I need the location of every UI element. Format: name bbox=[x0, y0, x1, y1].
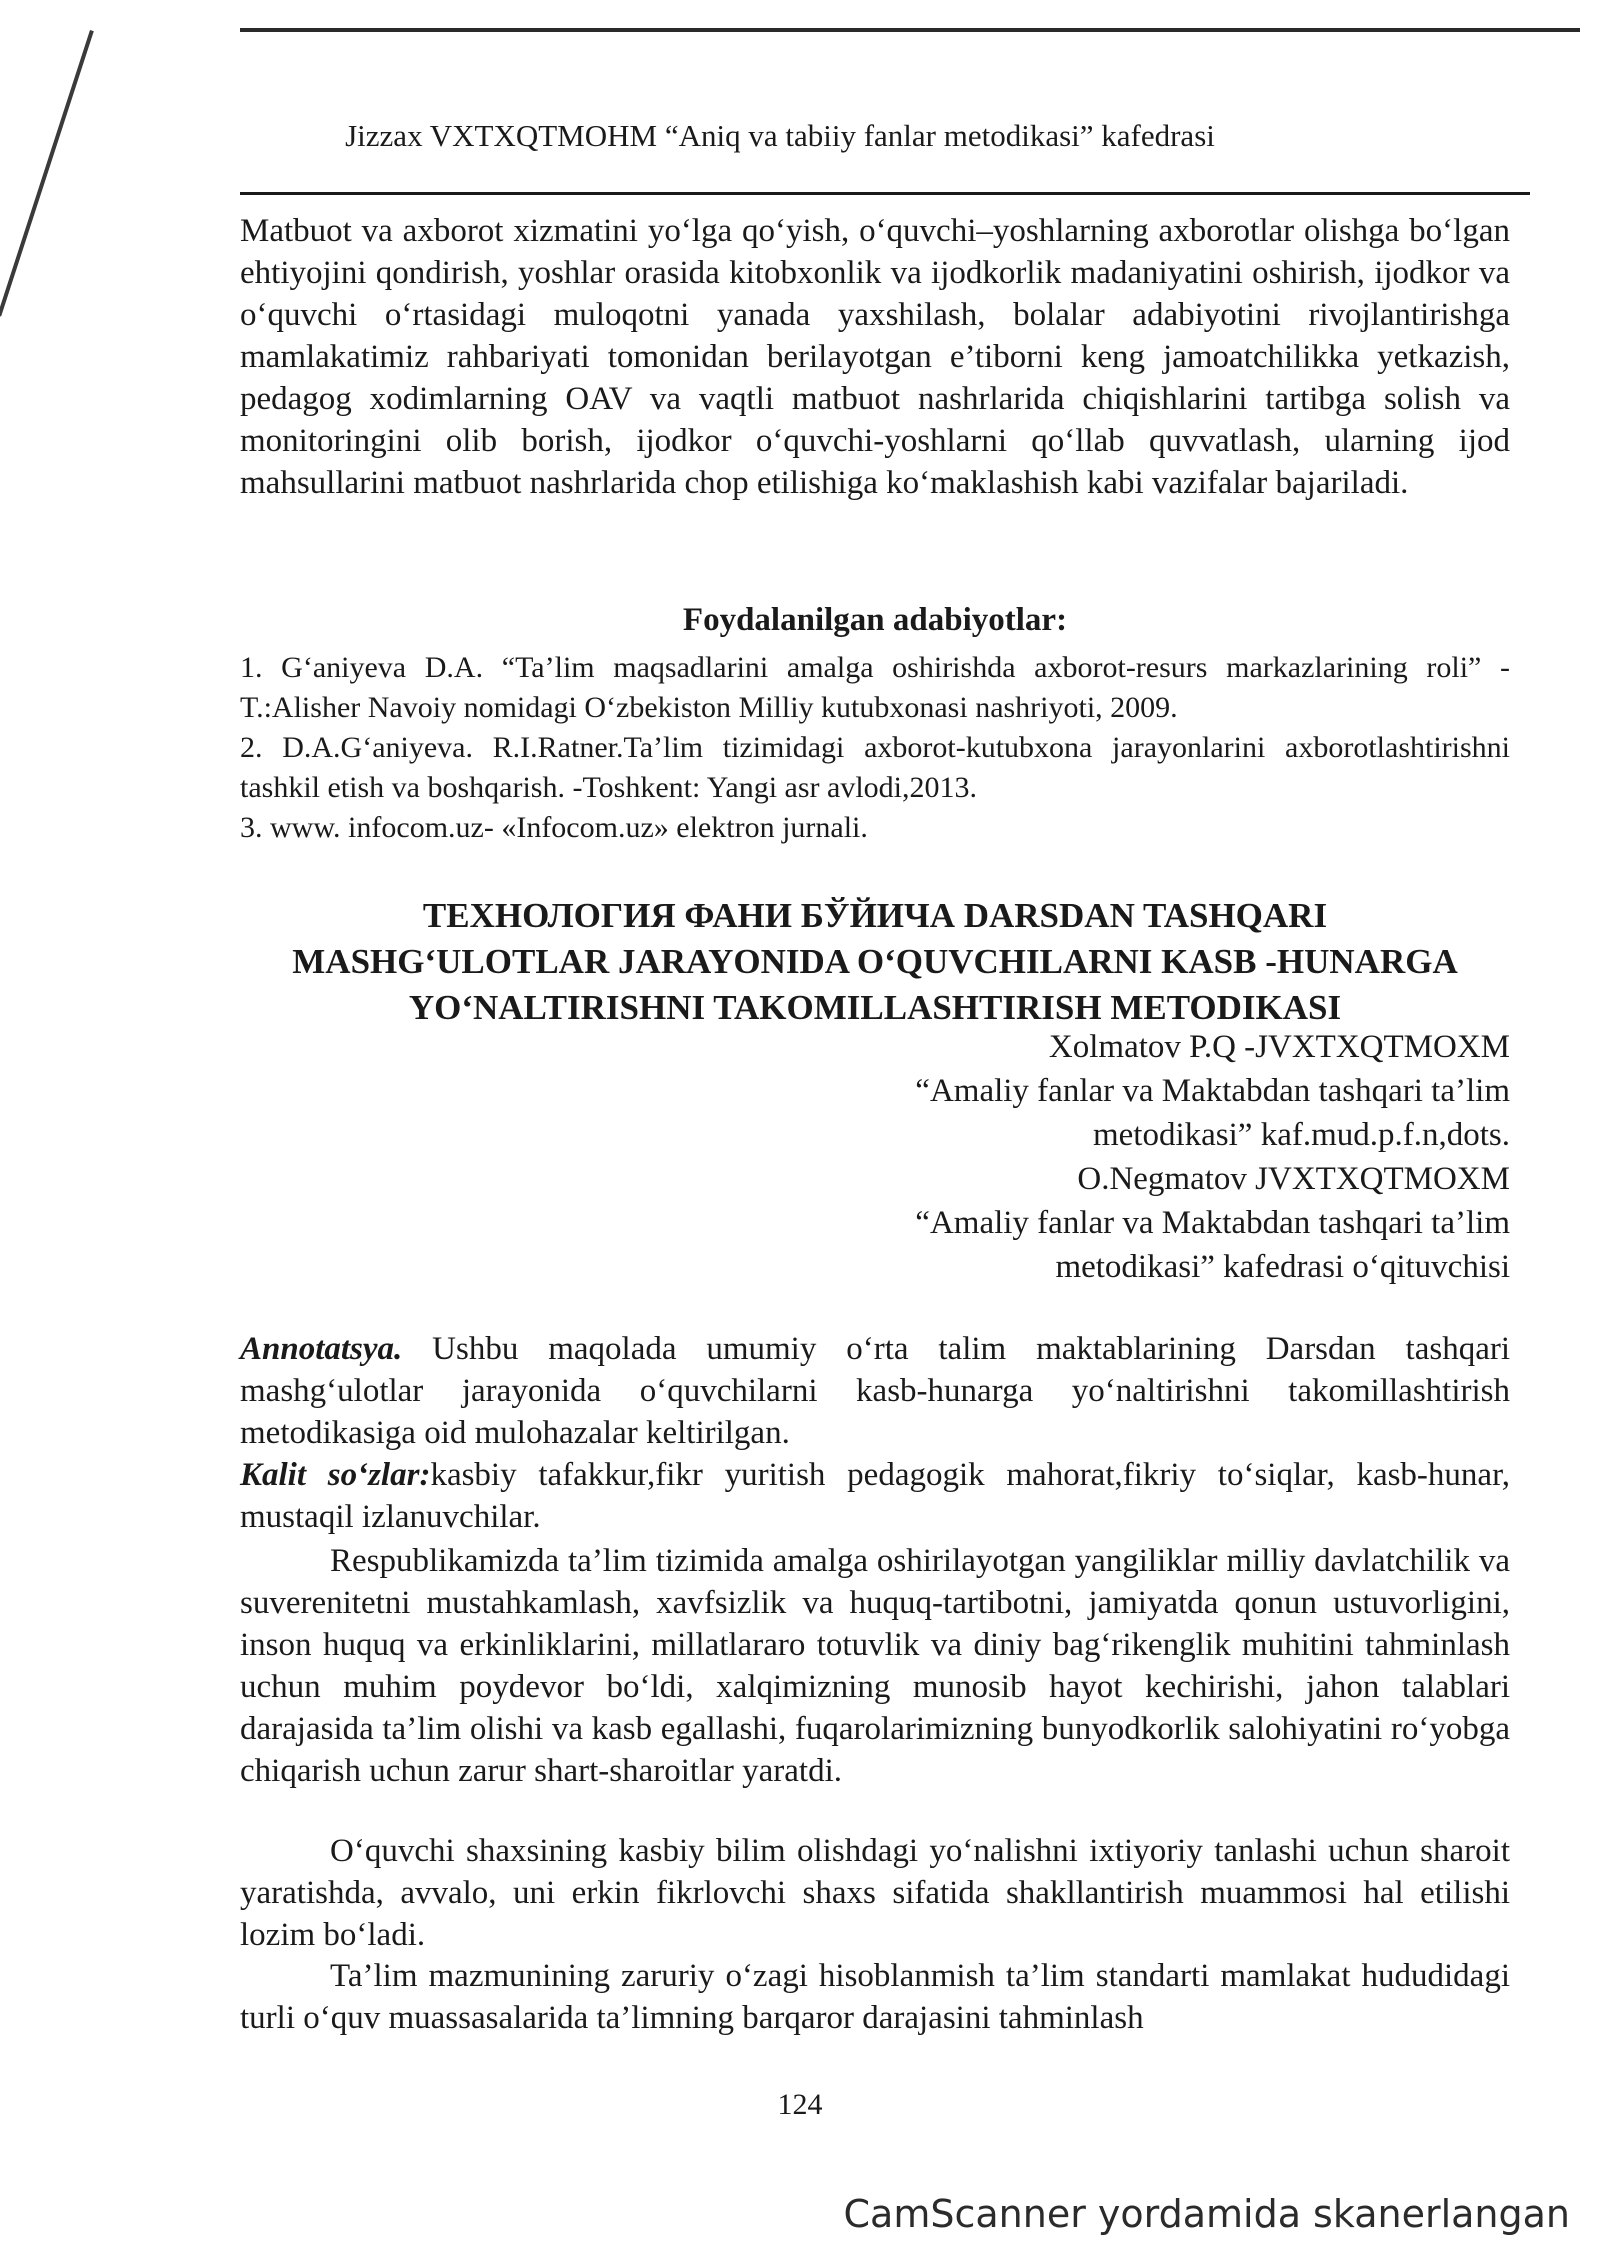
reference-item: 3. www. infocom.uz- «Infocom.uz» elektron jurnali. bbox=[240, 811, 868, 844]
reference-item: 1. G‘aniyeva D.A. “Ta’lim maqsadlarini amalga oshirishda axborot-resurs markazlarining roli” -T.:Alisher Navoiy nomidagi O‘zbekiston Milliy kutubxonasi nashriyoti, 2009. bbox=[240, 651, 1510, 724]
header-rule bbox=[240, 192, 1530, 195]
title-line: YO‘NALTIRISHNI TAKOMILLASHTIRISH METODIKASI bbox=[408, 988, 1342, 1027]
author-line: “Amaliy fanlar va Maktabdan tashqari ta’lim bbox=[915, 1205, 1510, 1241]
author-line: Xolmatov P.Q -JVXTXQTMOXM bbox=[1048, 1029, 1510, 1065]
author-line: O.Negmatov JVXTXQTMOXM bbox=[1077, 1161, 1510, 1197]
title-line: ТЕХНОЛОГИЯ ФАНИ БЎЙИЧА DARSDAN TASHQARI bbox=[422, 896, 1328, 935]
page-number: 124 bbox=[777, 2088, 823, 2121]
keywords-label: Kalit so‘zlar: bbox=[240, 1457, 431, 1493]
references-title: Foydalanilgan adabiyotlar: bbox=[682, 602, 1068, 638]
body-paragraph: O‘quvchi shaxsining kasbiy bilim olishdagi yo‘nalishni ixtiyoriy tanlashi uchun sharoit yaratishda, avvalo, uni erkin fikrlovchi shaxs sifatida shakllantirish muammosi hal etilishi lozim bo‘ladi. bbox=[240, 1833, 1510, 1953]
title-line: MASHG‘ULOTLAR JARAYONIDA O‘QUVCHILARNI KASB -HUNARGA bbox=[292, 942, 1458, 981]
article-title bbox=[240, 893, 1510, 1031]
scan-fold-line bbox=[0, 30, 94, 317]
intro-paragraph: Matbuot va axborot xizmatini yo‘lga qo‘yish, o‘quvchi–yoshlarning axborotlar olishga bo‘lgan ehtiyojini qondirish, yoshlar orasida kitobxonlik va ijodkorlik madaniyatini oshirish, ijodkor va o‘quvchi o‘rtasidagi muloqotni yanada yaxshilash, bolalar adabiyotini rivojlantirishga mamlakatimiz rahbariyati tomonidan berilayotgan e’tiborni keng jamoatchilikka yetkazish, pedagog xodimlarning OAV va vaqtli matbuot nashrlarida chiqishlarini tartibga solish va monitoringini olib borish, ijodkor o‘quvchi-yoshlarni qo‘llab quvvatlash, ularning ijod mahsullarini matbuot nashrlarida chop etilishiga ko‘maklashish kabi vazifalar bajariladi. bbox=[240, 213, 1510, 501]
body-paragraph: Ta’lim mazmunining zaruriy o‘zagi hisoblanmish ta’lim standarti mamlakat hududidagi turli o‘quv muassasalarida ta’limning barqaror darajasini tahminlash bbox=[240, 1958, 1510, 2036]
scanner-watermark: CamScanner yordamida skanerlangan bbox=[843, 2192, 1570, 2236]
author-line: metodikasi” kaf.mud.p.f.n,dots. bbox=[1092, 1117, 1510, 1153]
keywords-text: kasbiy tafakkur,fikr yuritish pedagogik mahorat,fikriy to‘siqlar, kasb-hunar, mustaqil izlanuvchilar. bbox=[240, 1457, 1510, 1535]
body-paragraph: Respublikamizda ta’lim tizimida amalga oshirilayotgan yangiliklar milliy davlatchilik va suverenitetni mustahkamlash, xavfsizlik va huquq-tartibotni, jamiyatda qonun ustuvorligini, inson huquq va erkinliklarini, millatlararo totuvlik va diniy bag‘rikenglik muhitini tahminlash uchun muhim poydevor bo‘ldi, xalqimizning munosib hayot kechirishi, jahon talablari darajasida ta’lim olishi va kasb egallashi, fuqarolarimizning bunyodkorlik salohiyatini ro‘yobga chiqarish uchun zarur shart-sharoitlar yaratdi. bbox=[240, 1543, 1510, 1789]
annotation-label: Annotatsya. bbox=[240, 1331, 403, 1367]
reference-item: 2. D.A.G‘aniyeva. R.I.Ratner.Ta’lim tizimidagi axborot-kutubxona jarayonlarini axborotlashtirishni tashkil etish va boshqarish. -Toshkent: Yangi asr avlodi,2013. bbox=[240, 731, 1510, 804]
annotation bbox=[240, 1328, 1510, 1454]
author-line: “Amaliy fanlar va Maktabdan tashqari ta’lim bbox=[915, 1073, 1510, 1109]
keywords bbox=[240, 1454, 1510, 1538]
running-header: Jizzax VXTXQTMOHM “Aniq va tabiiy fanlar metodikasi” kafedrasi bbox=[345, 118, 1215, 153]
author-line: metodikasi” kafedrasi o‘qituvchisi bbox=[1055, 1249, 1510, 1285]
annotation-text: Ushbu maqolada umumiy o‘rta talim maktablarining Darsdan tashqari mashg‘ulotlar jarayonida o‘quvchilarni kasb-hunarga yo‘naltirishni takomillashtirish metodikasiga oid mulohazalar keltirilgan. bbox=[240, 1331, 1510, 1451]
scan-edge-line bbox=[240, 28, 1580, 32]
